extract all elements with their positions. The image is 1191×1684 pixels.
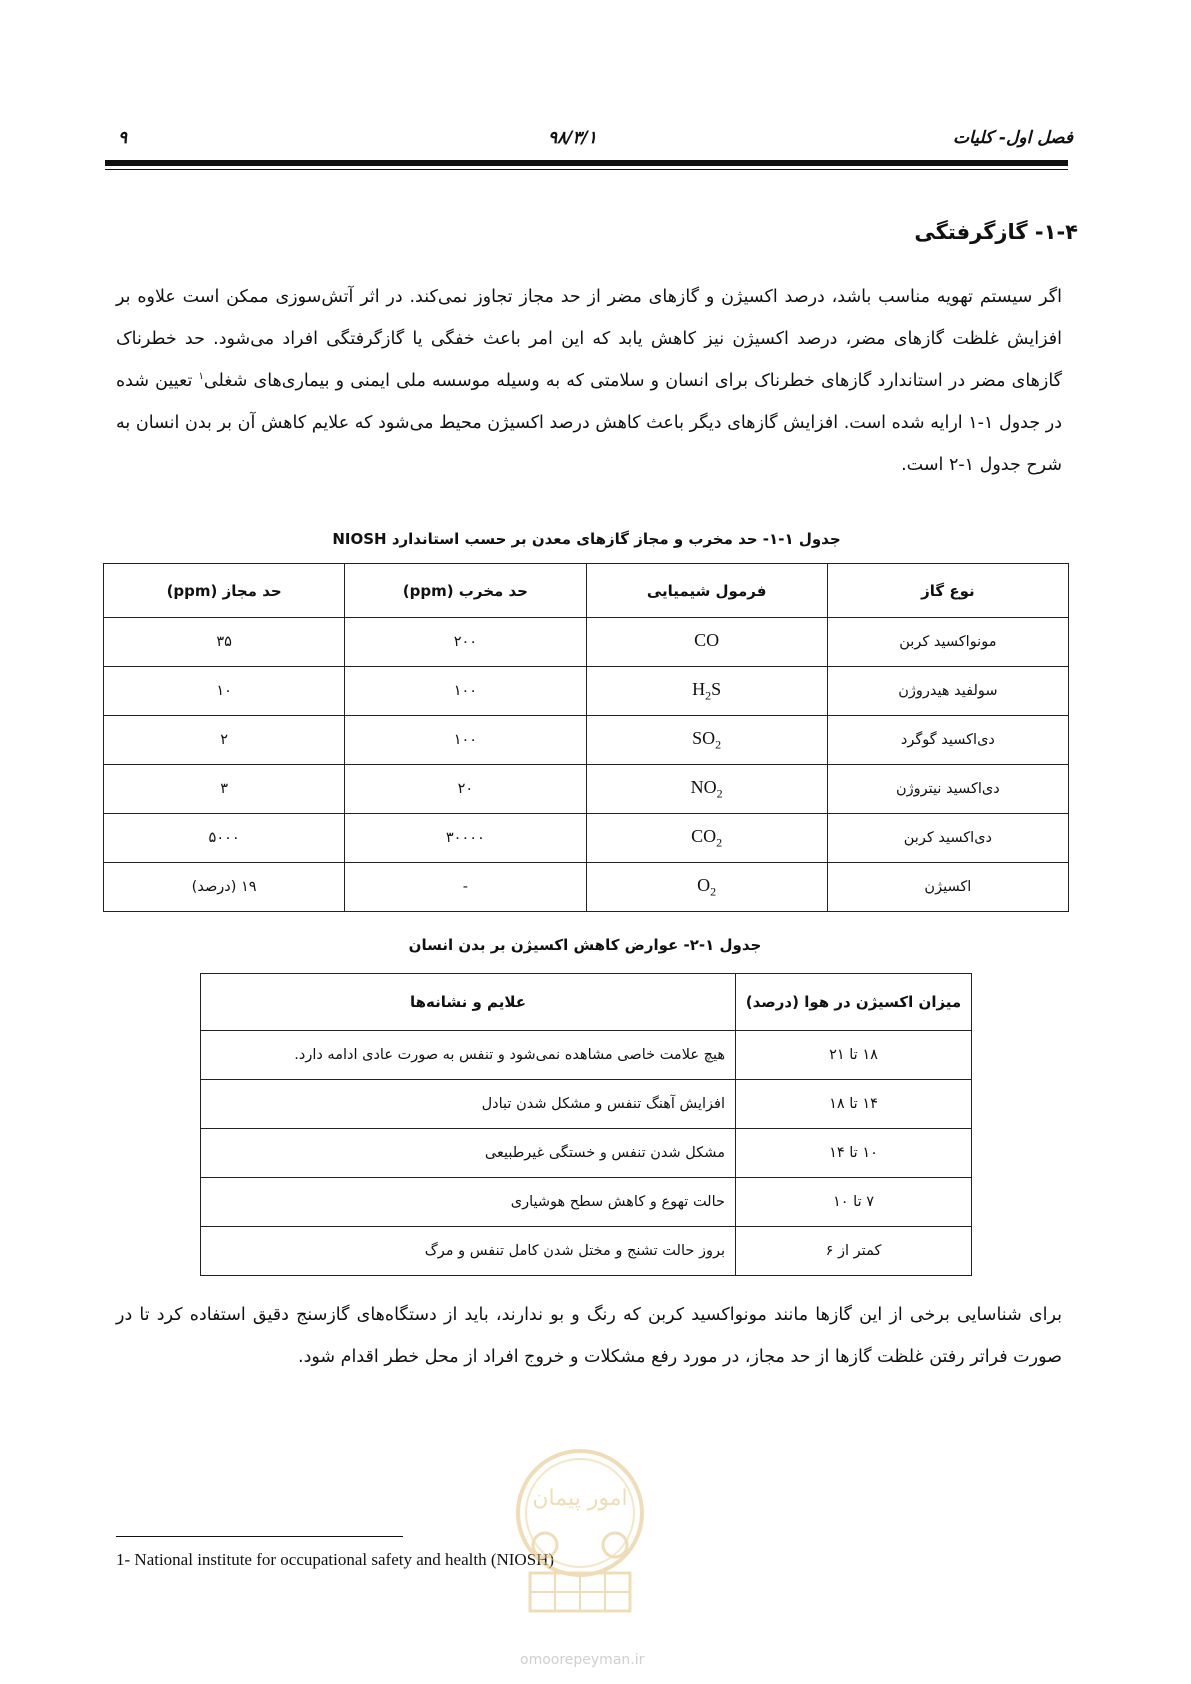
- header-rule-thick: [105, 160, 1068, 166]
- formula-main: O: [697, 874, 711, 895]
- damage-limit-cell: ۳۰۰۰۰: [345, 814, 586, 863]
- footnote-text: 1- National institute for occupational safety and health (NIOSH): [116, 1550, 555, 1569]
- gas-name-cell: مونواکسید کربن: [827, 618, 1068, 667]
- col-allowed-limit: حد مجاز (ppm): [104, 564, 345, 618]
- formula-main: CO: [694, 629, 720, 650]
- col-damage-limit: حد مخرب (ppm): [345, 564, 586, 618]
- footnote-rule: [116, 1536, 403, 1537]
- formula-cell: [586, 618, 827, 667]
- table-row: [201, 1129, 972, 1178]
- formula-subscript: 2: [716, 786, 723, 801]
- formula-main: H: [692, 678, 706, 699]
- table1-caption: جدول ۱-۱- حد مخرب و مجاز گازهای معدن بر حسب استاندارد NIOSH: [332, 530, 841, 548]
- allowed-limit-cell: ۵۰۰۰: [104, 814, 345, 863]
- formula-subscript: 2: [715, 737, 722, 752]
- table-row: [104, 863, 1069, 912]
- col-symptoms: علایم و نشانه‌ها: [201, 974, 736, 1031]
- table-row: [104, 814, 1069, 863]
- formula-subscript: 2: [705, 688, 712, 703]
- intro-paragraph: [116, 276, 1062, 486]
- table-row: [104, 716, 1069, 765]
- table-row: [201, 1178, 972, 1227]
- damage-limit-cell: -: [345, 863, 586, 912]
- detection-paragraph: برای شناسایی برخی از این گازها مانند مونواکسید کربن که رنگ و بو ندارند، باید از دستگاه‌های گازسنج دقیق استفاده کرد تا در صورت فراتر رفتن غلظت گازها از حد مجاز، در مورد رفع مشکلات و خروج افراد از محل خطر اقدام شود.: [116, 1305, 1062, 1367]
- gas-name-cell: سولفید هیدروژن: [827, 667, 1068, 716]
- oxygen-level-cell: کمتر از ۶: [736, 1227, 972, 1276]
- symptom-cell: حالت تهوع و کاهش سطح هوشیاری: [201, 1178, 736, 1227]
- table-row: [104, 765, 1069, 814]
- col-formula: فرمول شیمیایی: [586, 564, 827, 618]
- footnote-marker: ۱: [198, 371, 204, 383]
- intro-text-part1: اگر سیستم تهویه مناسب باشد، درصد اکسیژن و گازهای مضر از حد مجاز تجاوز نمی‌کند. در اثر آتش‌سوزی ممکن است علاوه بر افزایش غلظت گازهای مضر، درصد اکسیژن نیز کاهش یابد که این امر باعث خفگی یا گازگرفتگی افراد می‌شود. حد خطرناک گازهای مضر در استاندارد گازهای خطرناک برای انسان و سلامتی که به وسیله موسسه ملی ایمنی و بیماری‌های شغلی: [116, 287, 1062, 391]
- gas-name-cell: دی‌اکسید کربن: [827, 814, 1068, 863]
- symptom-cell: مشکل شدن تنفس و خستگی غیرطبیعی: [201, 1129, 736, 1178]
- gas-name-cell: دی‌اکسید گوگرد: [827, 716, 1068, 765]
- table-row: [201, 1031, 972, 1080]
- svg-text:امور پیمان: امور پیمان: [532, 1486, 628, 1511]
- table-row: [201, 1227, 972, 1276]
- allowed-limit-cell: ۳۵: [104, 618, 345, 667]
- watermark-site: omoorepeyman.ir: [520, 1652, 645, 1668]
- table-row: [104, 618, 1069, 667]
- table-row: [201, 1080, 972, 1129]
- formula-main: NO: [690, 776, 717, 797]
- allowed-limit-cell: ۲: [104, 716, 345, 765]
- oxygen-level-cell: ۱۸ تا ۲۱: [736, 1031, 972, 1080]
- section-title: ۱-۴- گازگرفتگی: [914, 220, 1078, 244]
- allowed-limit-cell: ۳: [104, 765, 345, 814]
- table-header-row: [104, 564, 1069, 618]
- col-oxygen-level: میزان اکسیژن در هوا (درصد): [736, 974, 972, 1031]
- allowed-limit-cell: ۱۹ (درصد): [104, 863, 345, 912]
- symptom-cell: افزایش آهنگ تنفس و مشکل شدن تبادل: [201, 1080, 736, 1129]
- formula-cell: [586, 814, 827, 863]
- oxygen-level-cell: ۱۰ تا ۱۴: [736, 1129, 972, 1178]
- symptom-cell: بروز حالت تشنج و مختل شدن کامل تنفس و مرگ: [201, 1227, 736, 1276]
- chapter-title: فصل اول- کلیات: [953, 128, 1073, 148]
- header-date: ۹۸/۳/۱: [548, 128, 597, 148]
- oxygen-effects-table: [200, 973, 972, 1276]
- gas-name-cell: دی‌اکسید نیتروژن: [827, 765, 1068, 814]
- damage-limit-cell: ۲۰۰: [345, 618, 586, 667]
- formula-cell: [586, 863, 827, 912]
- oxygen-level-cell: ۷ تا ۱۰: [736, 1178, 972, 1227]
- page-number: ۹: [118, 128, 128, 148]
- header-rule-thin: [105, 169, 1068, 170]
- table2-caption: جدول ۱-۲- عوارض کاهش اکسیژن بر بدن انسان: [408, 936, 762, 954]
- gas-limits-table: [103, 563, 1069, 912]
- formula-cell: [586, 667, 827, 716]
- watermark-logo: [505, 1443, 655, 1618]
- formula-cell: [586, 716, 827, 765]
- formula-subscript: 2: [710, 884, 717, 899]
- damage-limit-cell: ۱۰۰: [345, 716, 586, 765]
- formula-cell: [586, 765, 827, 814]
- allowed-limit-cell: ۱۰: [104, 667, 345, 716]
- symptom-cell: هیچ علامت خاصی مشاهده نمی‌شود و تنفس به صورت عادی ادامه دارد.: [201, 1031, 736, 1080]
- gas-name-cell: اکسیژن: [827, 863, 1068, 912]
- damage-limit-cell: ۱۰۰: [345, 667, 586, 716]
- table-header-row: [201, 974, 972, 1031]
- col-gas-type: نوع گاز: [827, 564, 1068, 618]
- formula-main: SO: [692, 727, 716, 748]
- damage-limit-cell: ۲۰: [345, 765, 586, 814]
- formula-subscript: 2: [716, 835, 723, 850]
- formula-main: CO: [691, 825, 717, 846]
- oxygen-level-cell: ۱۴ تا ۱۸: [736, 1080, 972, 1129]
- intro-text-part2: تعیین شده در جدول ۱-۱ ارایه شده است. افزایش گازهای دیگر باعث کاهش درصد اکسیژن محیط می‌شود که علایم کاهش آن بر بدن انسان به شرح جدول ۱-۲ است.: [116, 371, 1062, 475]
- table-row: [104, 667, 1069, 716]
- formula-tail: S: [711, 678, 722, 699]
